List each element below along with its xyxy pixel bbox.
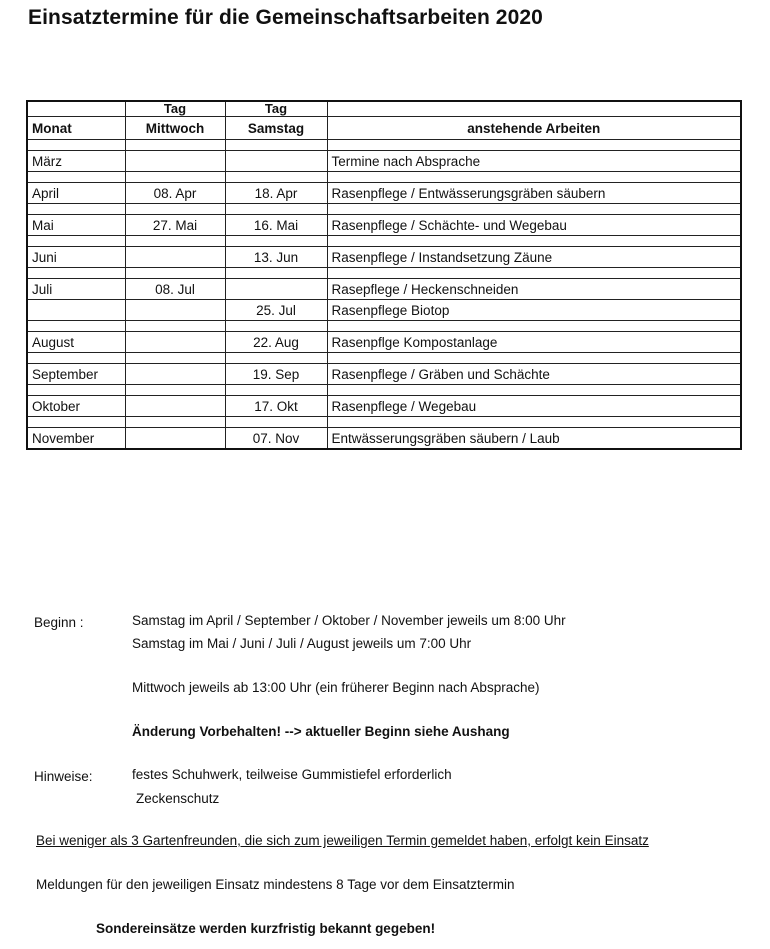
spacer-cell: [27, 236, 125, 247]
footer-registration-note: Meldungen für den jeweiligen Einsatz mindestens 8 Tage vor dem Einsatztermin: [36, 877, 515, 892]
wednesday-date-cell: 27. Mai: [125, 215, 225, 236]
spacer-cell: [327, 140, 741, 151]
spacer-cell: [225, 204, 327, 215]
table-header-row-top: [27, 101, 741, 117]
beginn-label: Beginn :: [34, 615, 84, 630]
schedule-table: [26, 100, 742, 450]
month-cell: September: [27, 364, 125, 385]
spacer-cell: [125, 172, 225, 183]
table-row: [27, 364, 741, 385]
spacer-row: [27, 268, 741, 279]
spacer-cell: [27, 353, 125, 364]
saturday-date-cell: 18. Apr: [225, 183, 327, 204]
spacer-cell: [327, 172, 741, 183]
wednesday-date-cell: [125, 396, 225, 417]
wednesday-date-cell: 08. Apr: [125, 183, 225, 204]
table-row: [27, 332, 741, 353]
work-cell: Entwässerungsgräben säubern / Laub: [327, 428, 741, 450]
spacer-cell: [225, 140, 327, 151]
saturday-date-cell: 16. Mai: [225, 215, 327, 236]
month-cell: November: [27, 428, 125, 450]
table-row: [27, 247, 741, 268]
header-samstag: Samstag: [225, 117, 327, 140]
table-row: [27, 215, 741, 236]
month-cell: Juli: [27, 279, 125, 300]
spacer-cell: [327, 236, 741, 247]
spacer-cell: [125, 236, 225, 247]
spacer-cell: [125, 385, 225, 396]
spacer-cell: [327, 353, 741, 364]
spacer-cell: [27, 417, 125, 428]
wednesday-date-cell: 08. Jul: [125, 279, 225, 300]
wednesday-date-cell: [125, 247, 225, 268]
header-cell: Tag: [125, 101, 225, 117]
beginn-line-2: Samstag im Mai / Juni / Juli / August jeweils um 7:00 Uhr: [132, 636, 472, 651]
spacer-cell: [225, 321, 327, 332]
wednesday-date-cell: [125, 332, 225, 353]
month-cell: Juni: [27, 247, 125, 268]
spacer-row: [27, 385, 741, 396]
beginn-line-1: Samstag im April / September / Oktober / November jeweils um 8:00 Uhr: [132, 613, 566, 628]
spacer-row: [27, 140, 741, 151]
wednesday-date-cell: [125, 364, 225, 385]
work-cell: Rasepflege / Heckenschneiden: [327, 279, 741, 300]
work-cell: Rasenpflege / Entwässerungsgräben säubern: [327, 183, 741, 204]
saturday-date-cell: 25. Jul: [225, 300, 327, 321]
spacer-row: [27, 172, 741, 183]
spacer-row: [27, 353, 741, 364]
spacer-cell: [225, 172, 327, 183]
month-cell: April: [27, 183, 125, 204]
saturday-date-cell: 07. Nov: [225, 428, 327, 450]
saturday-date-cell: 19. Sep: [225, 364, 327, 385]
saturday-date-cell: 17. Okt: [225, 396, 327, 417]
table-row: [27, 300, 741, 321]
spacer-row: [27, 236, 741, 247]
month-cell: März: [27, 151, 125, 172]
spacer-cell: [225, 385, 327, 396]
spacer-cell: [125, 140, 225, 151]
work-cell: Rasenpflege / Wegebau: [327, 396, 741, 417]
footer-special-note: Sondereinsätze werden kurzfristig bekannt gegeben!: [96, 921, 436, 936]
table-row: [27, 396, 741, 417]
work-cell: Rasenpflege Biotop: [327, 300, 741, 321]
spacer-row: [27, 417, 741, 428]
header-cell: [327, 101, 741, 117]
table-header-row: [27, 117, 741, 140]
spacer-cell: [27, 268, 125, 279]
hinweise-line-2: Zeckenschutz: [136, 791, 220, 806]
page-title: Einsatztermine für die Gemeinschaftsarbeiten 2020: [28, 6, 543, 29]
header-mittwoch: Mittwoch: [125, 117, 225, 140]
spacer-row: [27, 204, 741, 215]
spacer-cell: [125, 353, 225, 364]
spacer-cell: [225, 236, 327, 247]
spacer-cell: [225, 353, 327, 364]
spacer-row: [27, 321, 741, 332]
spacer-cell: [327, 268, 741, 279]
table-row: [27, 183, 741, 204]
month-cell: Oktober: [27, 396, 125, 417]
work-cell: Rasenpflege / Schächte- und Wegebau: [327, 215, 741, 236]
hinweise-label: Hinweise:: [34, 769, 93, 784]
saturday-date-cell: [225, 279, 327, 300]
spacer-cell: [27, 385, 125, 396]
header-cell: [27, 101, 125, 117]
table-row: [27, 279, 741, 300]
header-monat: Monat: [27, 117, 125, 140]
beginn-change-note: Änderung Vorbehalten! --> aktueller Beginn siehe Aushang: [132, 724, 510, 739]
spacer-cell: [327, 417, 741, 428]
hinweise-line-1: festes Schuhwerk, teilweise Gummistiefel erforderlich: [132, 767, 452, 782]
spacer-cell: [27, 321, 125, 332]
wednesday-date-cell: [125, 300, 225, 321]
spacer-cell: [125, 268, 225, 279]
wednesday-date-cell: [125, 151, 225, 172]
spacer-cell: [225, 268, 327, 279]
spacer-cell: [327, 385, 741, 396]
spacer-cell: [125, 204, 225, 215]
saturday-date-cell: 13. Jun: [225, 247, 327, 268]
wednesday-date-cell: [125, 428, 225, 450]
footer-minimum-note: Bei weniger als 3 Gartenfreunden, die sich zum jeweiligen Termin gemeldet haben, erfolgt kein Einsatz: [36, 833, 649, 848]
header-cell: Tag: [225, 101, 327, 117]
spacer-cell: [27, 140, 125, 151]
saturday-date-cell: 22. Aug: [225, 332, 327, 353]
saturday-date-cell: [225, 151, 327, 172]
month-cell: [27, 300, 125, 321]
work-cell: Rasenpflege / Instandsetzung Zäune: [327, 247, 741, 268]
month-cell: August: [27, 332, 125, 353]
spacer-cell: [225, 417, 327, 428]
work-cell: Rasenpflge Kompostanlage: [327, 332, 741, 353]
spacer-cell: [327, 321, 741, 332]
work-cell: Termine nach Absprache: [327, 151, 741, 172]
spacer-cell: [125, 321, 225, 332]
table-row: [27, 151, 741, 172]
spacer-cell: [327, 204, 741, 215]
spacer-cell: [27, 204, 125, 215]
table-row: [27, 428, 741, 450]
spacer-cell: [27, 172, 125, 183]
beginn-line-3: Mittwoch jeweils ab 13:00 Uhr (ein früherer Beginn nach Absprache): [132, 680, 540, 695]
header-arbeiten: anstehende Arbeiten: [327, 117, 741, 140]
spacer-cell: [125, 417, 225, 428]
work-cell: Rasenpflege / Gräben und Schächte: [327, 364, 741, 385]
month-cell: Mai: [27, 215, 125, 236]
